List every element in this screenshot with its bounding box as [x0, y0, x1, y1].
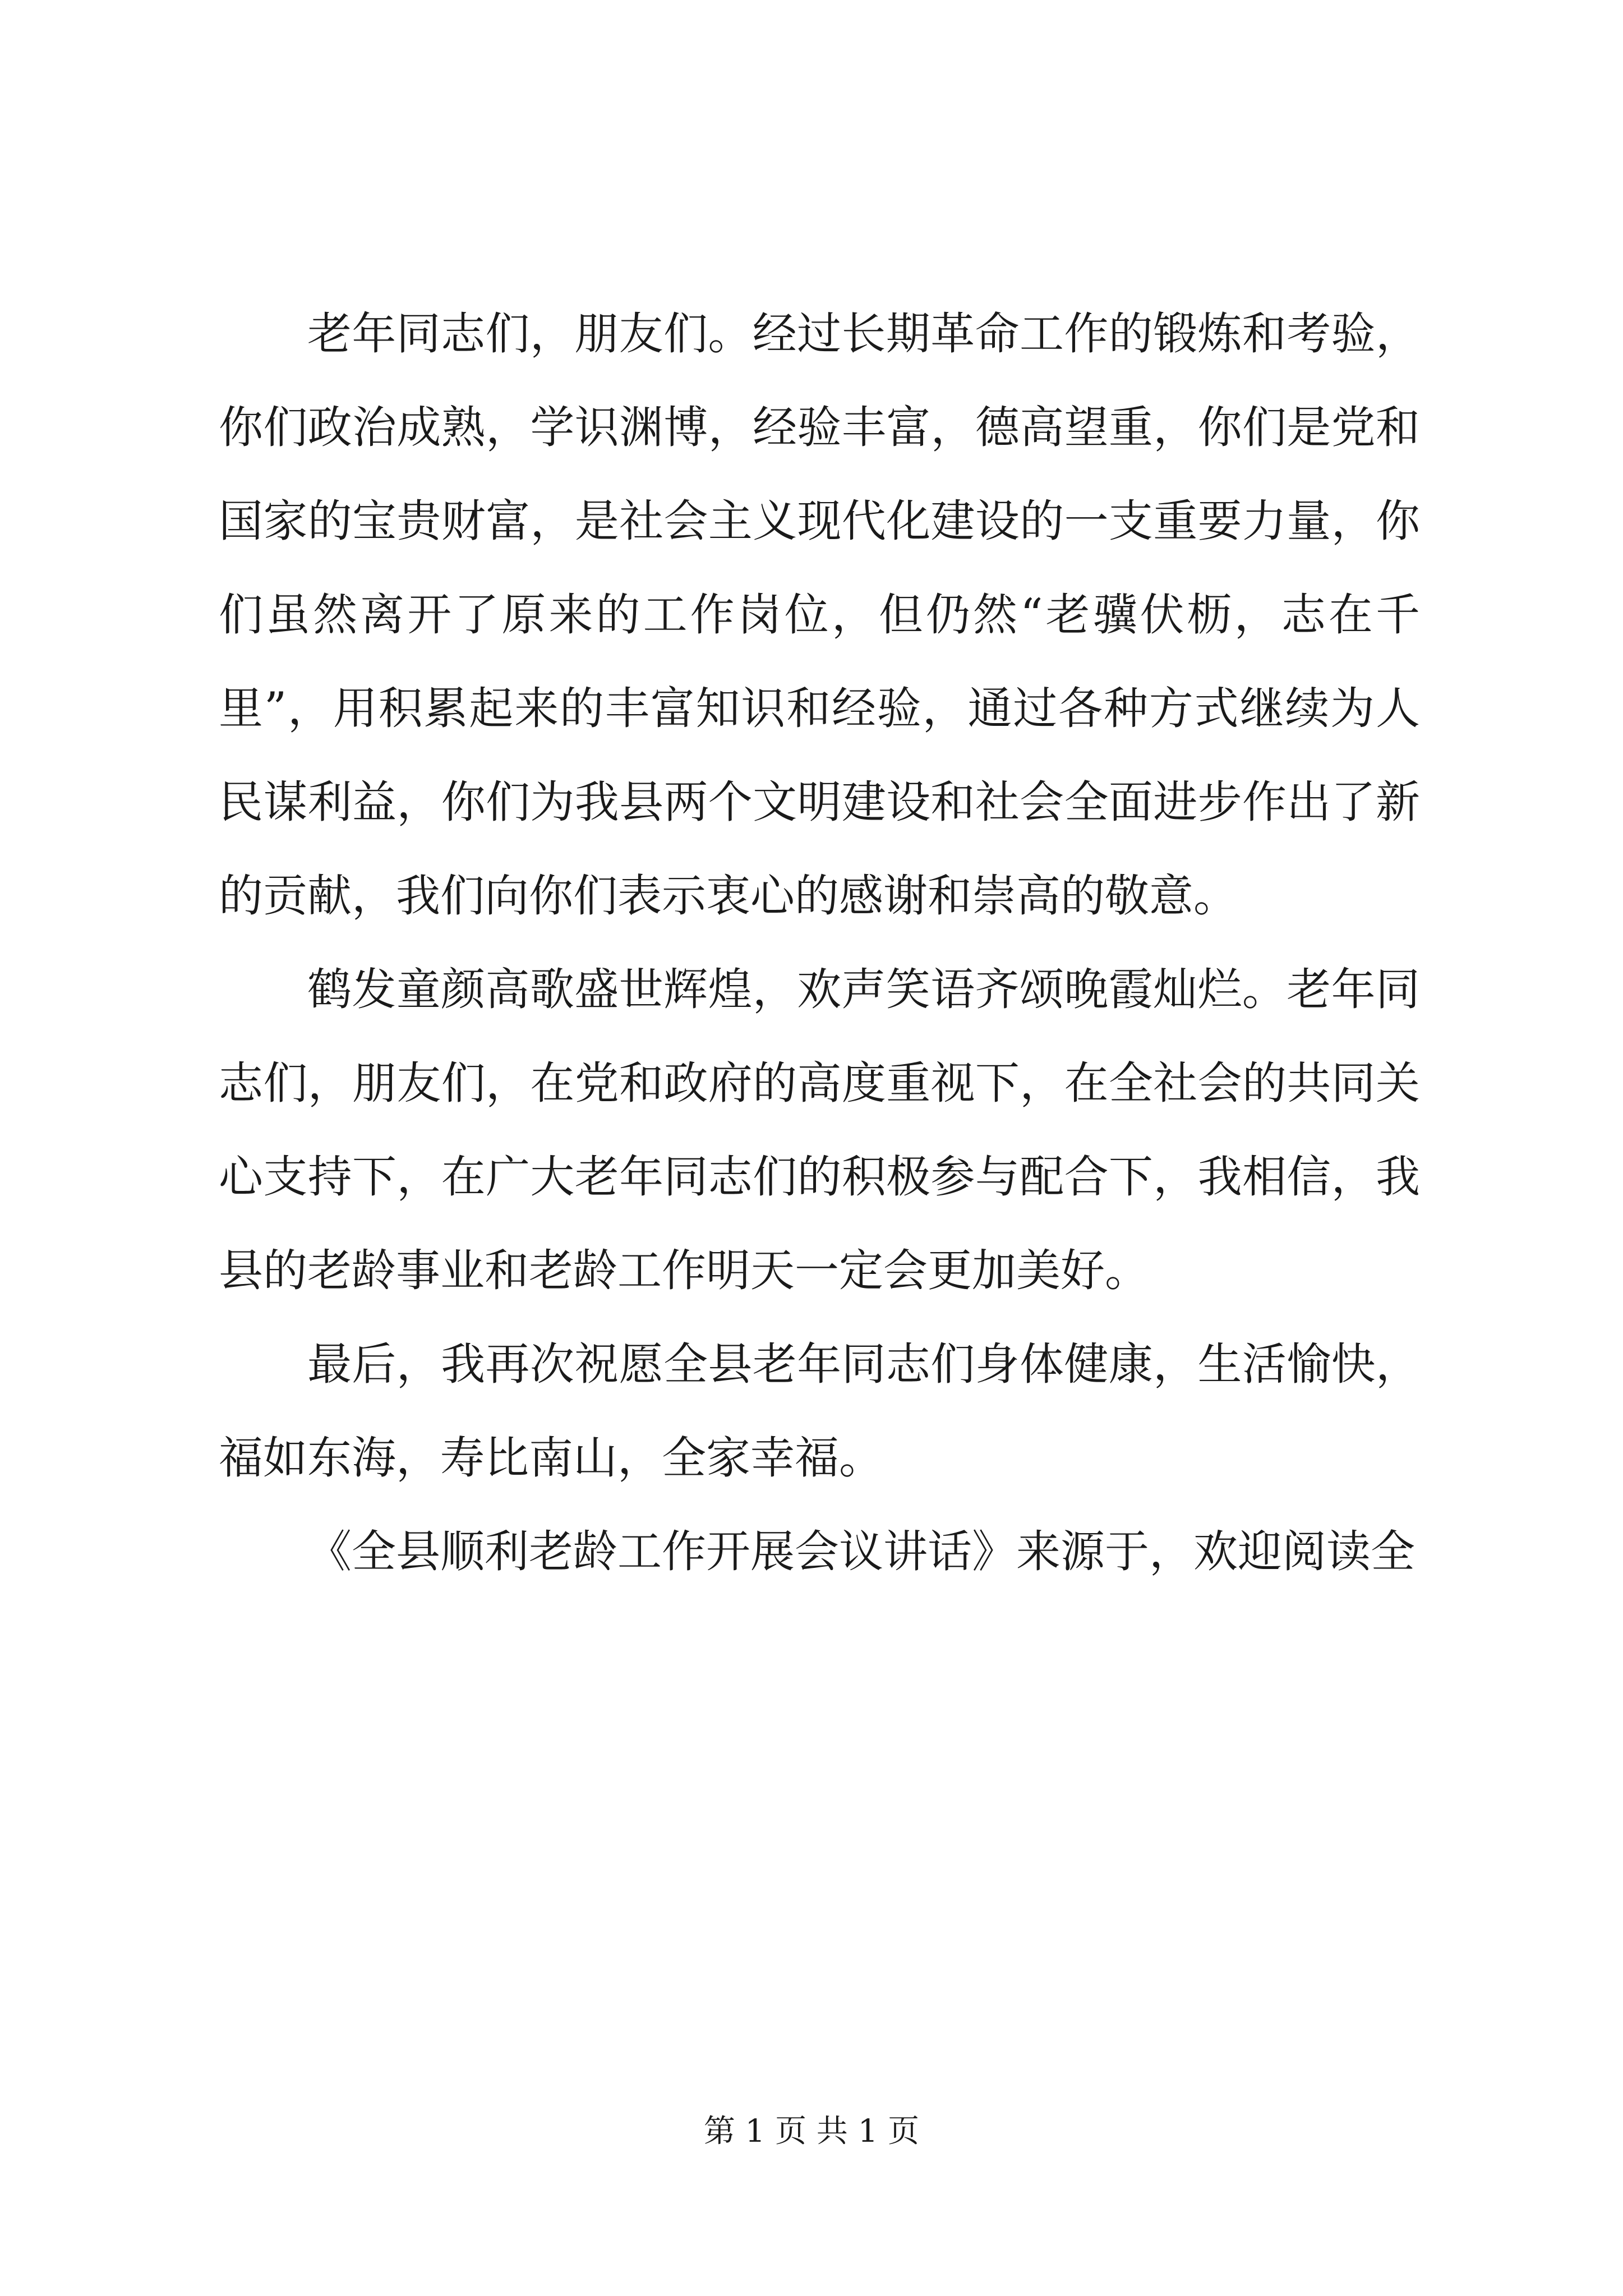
- paragraph-4: 《全县顺利老龄工作开展会议讲话》来源于，欢迎阅读全: [307, 1526, 1415, 1577]
- paragraph-2: 鹤发童颜高歌盛世辉煌，欢声笑语齐颂晚霞灿烂。老年同志们，朋友们，在党和政府的高度重视下，在全社会的共同关心支持下，在广大老年同志们的积极参与配合下，我相信，我县的老龄事业和老龄工作明天一定会更加美好。: [219, 964, 1420, 1296]
- page-footer: 第 1 页 共 1 页: [703, 2113, 920, 2150]
- paragraph-3: 最后，我再次祝愿全县老年同志们身体健康，生活愉快，福如东海，寿比南山，全家幸福。: [219, 1338, 1420, 1484]
- paragraph-1: 老年同志们，朋友们。经过长期革命工作的锻炼和考验，你们政治成熟，学识渊博，经验丰富，德高望重，你们是党和国家的宝贵财富，是社会主义现代化建设的一支重要力量，你们虽然离开了原来的工作岗位，但仍然“老骥伏枥，志在千里”，用积累起来的丰富知识和经验，通过各种方式继续为人民谋利益，你们为我县两个文明建设和社会全面进步作出了新的贡献，我们向你们表示衷心的感谢和崇高的敬意。: [219, 308, 1420, 922]
- document-body: [219, 287, 1420, 1599]
